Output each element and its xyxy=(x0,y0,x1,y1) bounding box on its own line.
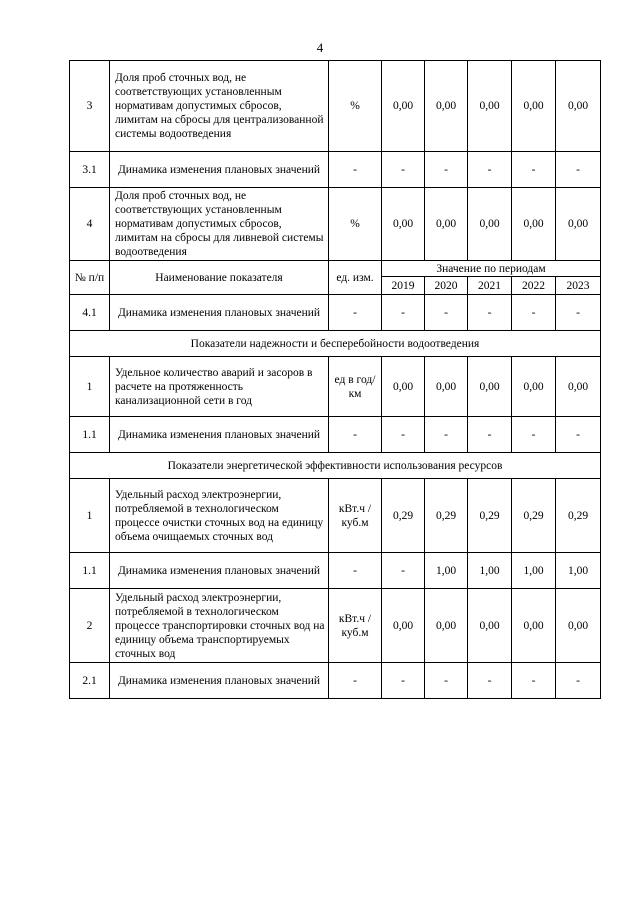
indicator-name: Удельное количество аварий и засоров в расчете на протяженность канализационной сети в год xyxy=(110,357,329,417)
page-number: 4 xyxy=(316,40,324,55)
value-2021: 0,00 xyxy=(468,61,512,152)
section-title: Показатели надежности и бесперебойности водоотведения xyxy=(70,331,601,357)
section-row xyxy=(70,331,601,357)
value-2022: - xyxy=(512,152,556,188)
table-row xyxy=(70,553,601,589)
indicators-table xyxy=(69,60,601,699)
value-2023: - xyxy=(556,417,601,453)
value-2022: 1,00 xyxy=(512,553,556,589)
indicator-name: Динамика изменения плановых значений xyxy=(110,295,329,331)
header-num: № п/п xyxy=(70,261,110,295)
row-number: 2.1 xyxy=(70,663,110,699)
value-2019: 0,00 xyxy=(382,589,425,663)
value-2020: 0,00 xyxy=(425,188,468,261)
indicator-name: Динамика изменения плановых значений xyxy=(110,663,329,699)
table-row xyxy=(70,663,601,699)
indicator-name: Динамика изменения плановых значений xyxy=(110,553,329,589)
value-2019: - xyxy=(382,152,425,188)
table-row xyxy=(70,61,601,152)
value-2023: - xyxy=(556,152,601,188)
row-number: 1 xyxy=(70,479,110,553)
value-2023: 0,00 xyxy=(556,357,601,417)
header-name: Наименование показателя xyxy=(110,261,329,295)
row-number: 2 xyxy=(70,589,110,663)
value-2020: 0,29 xyxy=(425,479,468,553)
header-periods: Значение по периодам xyxy=(382,261,601,277)
section-title: Показатели энергетической эффективности использования ресурсов xyxy=(70,453,601,479)
value-2020: 1,00 xyxy=(425,553,468,589)
value-2021: 1,00 xyxy=(468,553,512,589)
unit-cell: - xyxy=(329,553,382,589)
value-2022: 0,00 xyxy=(512,61,556,152)
table-row xyxy=(70,295,601,331)
value-2021: 0,29 xyxy=(468,479,512,553)
value-2023: 1,00 xyxy=(556,553,601,589)
value-2023: - xyxy=(556,663,601,699)
indicator-name: Доля проб сточных вод, не соответствующих установленным нормативам допустимых сбросов, лимитам на сбросы для централизованной системы водоотведения xyxy=(110,61,329,152)
value-2019: - xyxy=(382,417,425,453)
header-year: 2020 xyxy=(425,277,468,295)
value-2022: 0,00 xyxy=(512,589,556,663)
value-2019: 0,00 xyxy=(382,61,425,152)
row-number: 1.1 xyxy=(70,553,110,589)
row-number: 3.1 xyxy=(70,152,110,188)
value-2020: - xyxy=(425,417,468,453)
value-2019: - xyxy=(382,295,425,331)
table-row xyxy=(70,357,601,417)
value-2020: 0,00 xyxy=(425,357,468,417)
header-year: 2019 xyxy=(382,277,425,295)
value-2022: 0,00 xyxy=(512,357,556,417)
table-row xyxy=(70,589,601,663)
row-number: 4.1 xyxy=(70,295,110,331)
unit-cell: - xyxy=(329,663,382,699)
value-2021: 0,00 xyxy=(468,357,512,417)
value-2021: - xyxy=(468,417,512,453)
value-2019: 0,29 xyxy=(382,479,425,553)
value-2022: - xyxy=(512,295,556,331)
header-year: 2022 xyxy=(512,277,556,295)
value-2019: - xyxy=(382,553,425,589)
value-2019: - xyxy=(382,663,425,699)
unit-cell: % xyxy=(329,61,382,152)
value-2021: 0,00 xyxy=(468,188,512,261)
value-2023: 0,00 xyxy=(556,589,601,663)
header-year: 2023 xyxy=(556,277,601,295)
value-2020: 0,00 xyxy=(425,61,468,152)
indicator-name: Удельный расход электроэнергии, потребляемой в технологическом процессе очистки сточных вод на единицу объема очищаемых сточных вод xyxy=(110,479,329,553)
unit-cell: - xyxy=(329,295,382,331)
value-2022: 0,29 xyxy=(512,479,556,553)
value-2023: - xyxy=(556,295,601,331)
header-year: 2021 xyxy=(468,277,512,295)
value-2023: 0,29 xyxy=(556,479,601,553)
value-2019: 0,00 xyxy=(382,357,425,417)
value-2021: 0,00 xyxy=(468,589,512,663)
table-row xyxy=(70,417,601,453)
indicator-name: Динамика изменения плановых значений xyxy=(110,417,329,453)
indicator-name: Динамика изменения плановых значений xyxy=(110,152,329,188)
value-2019: 0,00 xyxy=(382,188,425,261)
value-2022: - xyxy=(512,417,556,453)
indicator-name: Удельный расход электроэнергии, потребляемой в технологическом процессе транспортировки сточных вод на единицу объема транспортируемых сточных вод xyxy=(110,589,329,663)
unit-cell: - xyxy=(329,417,382,453)
row-number: 1 xyxy=(70,357,110,417)
unit-cell: кВт.ч / куб.м xyxy=(329,479,382,553)
value-2020: - xyxy=(425,663,468,699)
value-2023: 0,00 xyxy=(556,188,601,261)
section-row xyxy=(70,453,601,479)
row-number: 1.1 xyxy=(70,417,110,453)
value-2022: 0,00 xyxy=(512,188,556,261)
value-2021: - xyxy=(468,663,512,699)
row-number: 4 xyxy=(70,188,110,261)
value-2021: - xyxy=(468,295,512,331)
unit-cell: % xyxy=(329,188,382,261)
indicator-name: Доля проб сточных вод, не соответствующих установленным нормативам допустимых сбросов, лимитам на сбросы для ливневой системы водоотведения xyxy=(110,188,329,261)
table-row xyxy=(70,152,601,188)
unit-cell: ед в год/ км xyxy=(329,357,382,417)
table-row xyxy=(70,188,601,261)
value-2020: 0,00 xyxy=(425,589,468,663)
value-2022: - xyxy=(512,663,556,699)
unit-cell: - xyxy=(329,152,382,188)
value-2023: 0,00 xyxy=(556,61,601,152)
value-2021: - xyxy=(468,152,512,188)
value-2020: - xyxy=(425,152,468,188)
row-number: 3 xyxy=(70,61,110,152)
header-row xyxy=(70,261,601,277)
header-unit: ед. изм. xyxy=(329,261,382,295)
unit-cell: кВт.ч / куб.м xyxy=(329,589,382,663)
value-2020: - xyxy=(425,295,468,331)
table-row xyxy=(70,479,601,553)
